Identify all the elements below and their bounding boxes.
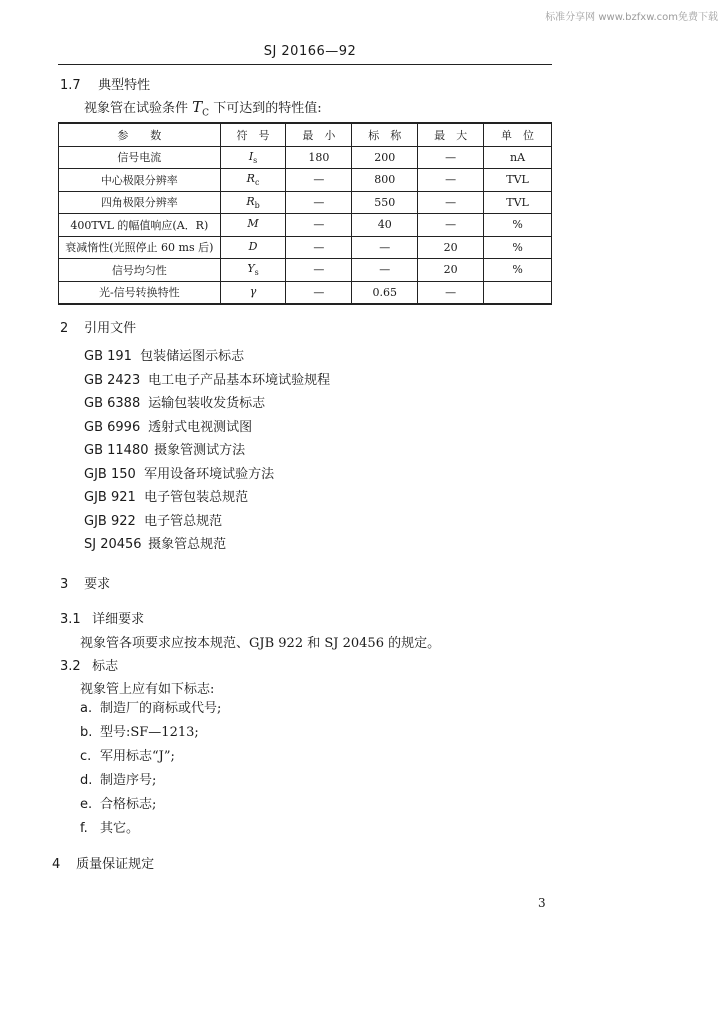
section-title: 详细要求 — [92, 612, 145, 627]
item-letter: b. — [80, 725, 93, 740]
cell-min: — — [286, 169, 352, 192]
cell-symbol: $Y_s$ — [220, 259, 286, 282]
reference-list — [84, 348, 330, 560]
cell-param: 中心极限分辨率 — [59, 169, 221, 192]
list-item — [84, 442, 330, 466]
cell-param: 光-信号转换特性 — [59, 281, 221, 304]
reference-title: 包装储运图示标志 — [140, 349, 245, 364]
section-3-1-heading — [60, 608, 144, 627]
reference-code: GJB 921 — [84, 490, 136, 505]
list-item — [80, 700, 221, 724]
cell-symbol: γ — [220, 281, 286, 304]
section-title: 引用文件 — [84, 321, 137, 336]
cell-max: — — [418, 146, 484, 169]
cell-unit: TVL — [484, 191, 552, 214]
document-code-header: SJ 20166—92 — [263, 44, 357, 59]
table-row — [59, 281, 552, 304]
cell-symbol: $R_c$ — [220, 169, 286, 192]
reference-code: GB 2423 — [84, 372, 141, 388]
cell-nominal: — — [352, 236, 418, 259]
header-symbol: 符 号 — [220, 123, 286, 146]
header-max: 最 大 — [418, 123, 484, 146]
item-letter: d. — [80, 773, 93, 788]
cell-nominal: 550 — [352, 191, 418, 214]
section-number: 3.1 — [60, 612, 81, 627]
section-title: 标志 — [92, 659, 119, 674]
section-number: 2 — [60, 321, 69, 336]
cell-max: — — [418, 214, 484, 237]
cell-param: 衰减惰性(光照停止 60 ms 后) — [59, 236, 221, 259]
cell-min: — — [286, 214, 352, 237]
intro-suffix: 下可达到的特性值: — [213, 101, 322, 116]
cell-max: — — [418, 169, 484, 192]
section-3-1-text: 视象管各项要求应按本规范、GJB 922 和 SJ 20456 的规定。 — [80, 636, 441, 651]
table-row — [59, 214, 552, 237]
section-3-2-intro: 视象管上应有如下标志: — [80, 682, 215, 697]
cell-unit: % — [484, 214, 552, 237]
cell-param: 信号电流 — [59, 146, 221, 169]
list-item — [84, 536, 330, 560]
header-unit: 单 位 — [484, 123, 552, 146]
cell-nominal: 200 — [352, 146, 418, 169]
cell-unit: nA — [484, 146, 552, 169]
section-number: 1.7 — [60, 78, 81, 93]
section-3-heading — [60, 573, 110, 592]
cell-nominal: 40 — [352, 214, 418, 237]
cell-min: — — [286, 259, 352, 282]
list-item — [80, 748, 221, 772]
characteristics-table — [58, 122, 552, 305]
cell-symbol: $I_s$ — [220, 146, 286, 169]
cell-min: 180 — [286, 146, 352, 169]
cell-symbol: D — [220, 236, 286, 259]
item-letter: e. — [80, 797, 93, 812]
intro-symbol-sub: C — [202, 108, 210, 119]
section-2-heading — [60, 317, 136, 336]
cell-max: 20 — [418, 259, 484, 282]
cell-unit — [484, 281, 552, 304]
cell-min: — — [286, 191, 352, 214]
section-4-heading — [52, 853, 154, 872]
list-item — [84, 419, 330, 443]
table-row — [59, 236, 552, 259]
item-text: 型号:SF—1213; — [100, 725, 199, 740]
reference-title: 电工电子产品基本环境试验规程 — [148, 372, 331, 388]
reference-code: GJB 922 — [84, 513, 136, 529]
cell-max: — — [418, 191, 484, 214]
list-item — [84, 489, 330, 513]
table-row — [59, 169, 552, 192]
section-1-7-intro — [84, 97, 322, 119]
item-letter: c. — [80, 749, 92, 764]
header-nominal: 标 称 — [352, 123, 418, 146]
item-text: 制造序号; — [100, 773, 157, 788]
cell-nominal: — — [352, 259, 418, 282]
reference-title: 摄象管总规范 — [148, 537, 227, 552]
section-1-7-heading — [60, 74, 150, 93]
cell-symbol: M — [220, 214, 286, 237]
cell-unit: % — [484, 259, 552, 282]
section-title: 要求 — [84, 577, 111, 592]
item-letter: f. — [80, 821, 88, 836]
cell-nominal: 0.65 — [352, 281, 418, 304]
reference-code: GB 6996 — [84, 419, 141, 435]
cell-min: — — [286, 236, 352, 259]
section-number: 3.2 — [60, 659, 81, 674]
item-letter: a. — [80, 701, 93, 716]
section-3-2-heading — [60, 655, 118, 674]
list-item — [84, 513, 330, 537]
item-text: 军用标志“J”; — [100, 749, 175, 764]
reference-code: SJ 20456 — [84, 537, 142, 552]
table-row — [59, 259, 552, 282]
reference-code: GB 191 — [84, 349, 132, 364]
section-number: 4 — [52, 857, 61, 872]
header-rule — [58, 64, 552, 65]
item-text: 其它。 — [100, 821, 140, 836]
cell-unit: % — [484, 236, 552, 259]
watermark: 标准分享网 www.bzfxw.com免费下载 — [545, 12, 718, 23]
reference-title: 电子管包装总规范 — [144, 490, 249, 505]
marking-list — [80, 700, 221, 844]
cell-min: — — [286, 281, 352, 304]
list-item — [84, 372, 330, 396]
list-item — [80, 796, 221, 820]
reference-code: GJB 150 — [84, 466, 136, 482]
cell-max: — — [418, 281, 484, 304]
cell-param: 四角极限分辨率 — [59, 191, 221, 214]
item-text: 合格标志; — [100, 797, 157, 812]
header-min: 最 小 — [286, 123, 352, 146]
intro-symbol: T — [192, 98, 203, 116]
cell-max: 20 — [418, 236, 484, 259]
cell-param: 信号均匀性 — [59, 259, 221, 282]
cell-param: 400TVL 的幅值响应(A．R) — [59, 214, 221, 237]
reference-code: GB 11480 — [84, 443, 149, 458]
list-item — [80, 820, 221, 844]
header-param: 参 数 — [59, 123, 221, 146]
cell-nominal: 800 — [352, 169, 418, 192]
reference-code: GB 6388 — [84, 396, 141, 411]
cell-unit: TVL — [484, 169, 552, 192]
cell-symbol: $R_b$ — [220, 191, 286, 214]
reference-title: 透射式电视测试图 — [148, 419, 253, 435]
section-title: 质量保证规定 — [76, 857, 155, 872]
section-title: 典型特性 — [98, 78, 151, 93]
table-header-row — [59, 123, 552, 146]
reference-title: 摄象管测试方法 — [154, 443, 246, 458]
list-item — [84, 466, 330, 490]
list-item — [84, 348, 330, 372]
page-number: 3 — [538, 896, 546, 910]
list-item — [84, 395, 330, 419]
item-text: 制造厂的商标或代号; — [100, 701, 222, 716]
intro-prefix: 视象管在试验条件 — [84, 101, 189, 116]
table-row — [59, 146, 552, 169]
reference-title: 军用设备环境试验方法 — [144, 466, 275, 482]
reference-title: 运输包装收发货标志 — [148, 396, 266, 411]
reference-title: 电子管总规范 — [144, 513, 223, 529]
table-row — [59, 191, 552, 214]
list-item — [80, 772, 221, 796]
list-item — [80, 724, 221, 748]
section-number: 3 — [60, 577, 69, 592]
